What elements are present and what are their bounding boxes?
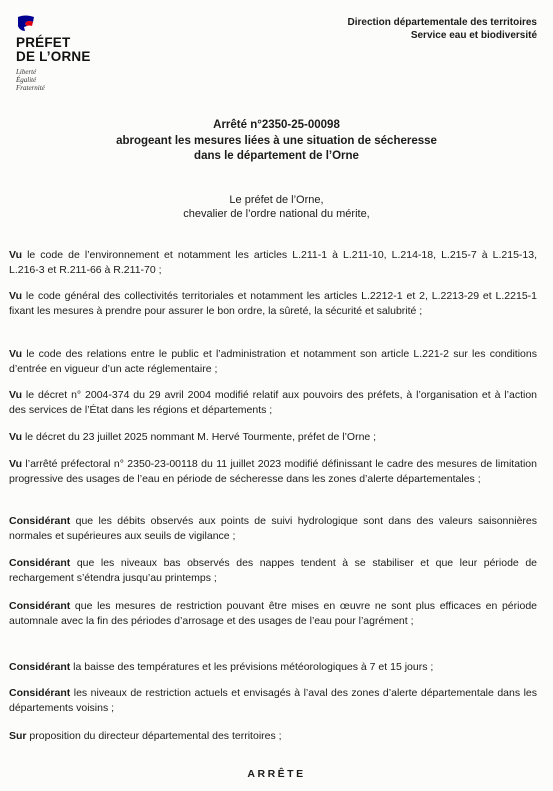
preamble-paragraph	[9, 660, 537, 675]
preamble-paragraph	[9, 248, 537, 277]
paragraph-text: que les niveaux bas observés des nappes tendent à se stabiliser et que leur période de rechargement s’étendra jusqu’au printemps ;	[9, 557, 537, 584]
prefect-honor: chevalier de l’ordre national du mérite,	[183, 208, 370, 220]
preamble-paragraph	[9, 457, 537, 486]
paragraph-text: que les mesures de restriction pouvant être mises en œuvre ne sont plus efficaces en période automnale avec la fin des périodes d’arrosage et des usages de l’eau pour l’agrément ;	[9, 600, 537, 627]
paragraph-lead: Sur	[9, 730, 27, 742]
paragraph-text: la baisse des températures et les prévisions météorologiques à 7 et 15 jours ;	[70, 661, 434, 673]
paragraph-text: l’arrêté préfectoral n° 2350-23-00118 du 11 juillet 2023 modifié définissant le cadre des mesures de limitation progressive des usages de l’eau en période de sécheresse dans les zones d’alerte départementales ;	[9, 458, 537, 485]
paragraph-text: les niveaux de restriction actuels et envisagés à l’aval des zones d’alerte départementale dans les départements voisins ;	[9, 687, 537, 714]
prefect-signatory	[0, 193, 553, 221]
paragraph-lead: Vu	[9, 458, 23, 470]
paragraph-lead: Considérant	[9, 557, 71, 569]
prefect-title: Le préfet de l’Orne,	[229, 194, 324, 206]
preamble-paragraph	[9, 347, 537, 376]
logo-line-1: PRÉFET	[16, 35, 71, 50]
paragraph-text: le code général des collectivités territoriales et notamment les articles L.2212-1 et 2, L.2213-29 et L.2215-1 fixant les mesures à prendre pour assurer le bon ordre, la sûreté, la sécurité et salubrité ;	[9, 290, 537, 317]
decree-subject-2: dans le département de l’Orne	[194, 150, 359, 162]
logo-line-2: DE L’ORNE	[16, 49, 91, 64]
preamble-paragraph	[9, 388, 537, 417]
decree-title	[0, 118, 553, 165]
paragraph-text: proposition du directeur départemental des territoires ;	[26, 730, 282, 742]
paragraph-lead: Vu	[9, 431, 23, 443]
paragraph-lead: Considérant	[9, 661, 71, 673]
paragraph-text: le décret du 23 juillet 2025 nommant M. Hervé Tourmente, préfet de l’Orne ;	[22, 431, 377, 443]
prefecture-logo	[16, 14, 126, 92]
motto-egalite: Égalité	[16, 76, 37, 84]
issuing-service	[277, 16, 537, 42]
motto-liberte: Liberté	[16, 68, 37, 76]
preamble-paragraph	[9, 729, 537, 744]
decree-subject-1: abrogeant les mesures liées à une situation de sécheresse	[116, 134, 437, 147]
direction-name: Direction départementale des territoires	[347, 17, 537, 28]
paragraph-lead: Considérant	[9, 687, 71, 699]
republic-motto	[16, 68, 126, 92]
paragraph-lead: Vu	[9, 290, 23, 302]
preamble-paragraph	[9, 430, 537, 445]
service-name: Service eau et biodiversité	[410, 30, 537, 41]
preamble-paragraph	[9, 599, 537, 628]
paragraph-text: le décret n° 2004-374 du 29 avril 2004 modifié relatif aux pouvoirs des préfets, à l’organisation et à l’action des services de l’État dans les régions et départements ;	[9, 389, 537, 416]
paragraph-text: le code des relations entre le public et l’administration et notamment son article L.221-2 sur les conditions d’entrée en vigueur d’un acte réglementaire ;	[9, 348, 537, 375]
paragraph-lead: Considérant	[9, 600, 71, 612]
preamble-paragraph	[9, 686, 537, 715]
preamble-paragraph	[9, 289, 537, 318]
paragraph-lead: Vu	[9, 389, 23, 401]
paragraph-lead: Considérant	[9, 515, 71, 527]
preamble-paragraph	[9, 556, 537, 585]
paragraph-text: le code de l’environnement et notamment les articles L.211-1 à L.211-10, L.214-18, L.215-7 à L.215-13, L.216-3 et R.211-66 à R.211-70 ;	[9, 249, 537, 276]
paragraph-lead: Vu	[9, 249, 23, 261]
paragraph-text: que les débits observés aux points de suivi hydrologique sont dans des valeurs saisonnières normales et supérieures aux seuils de vigilance ;	[9, 515, 537, 542]
decree-number: Arrêté n°2350-25-00098	[213, 119, 340, 131]
paragraph-lead: Vu	[9, 348, 23, 360]
preamble-paragraph	[9, 514, 537, 543]
motto-fraternite: Fraternité	[16, 84, 45, 92]
arrete-heading: ARRÊTE	[247, 768, 306, 780]
marianne-icon	[16, 14, 36, 34]
